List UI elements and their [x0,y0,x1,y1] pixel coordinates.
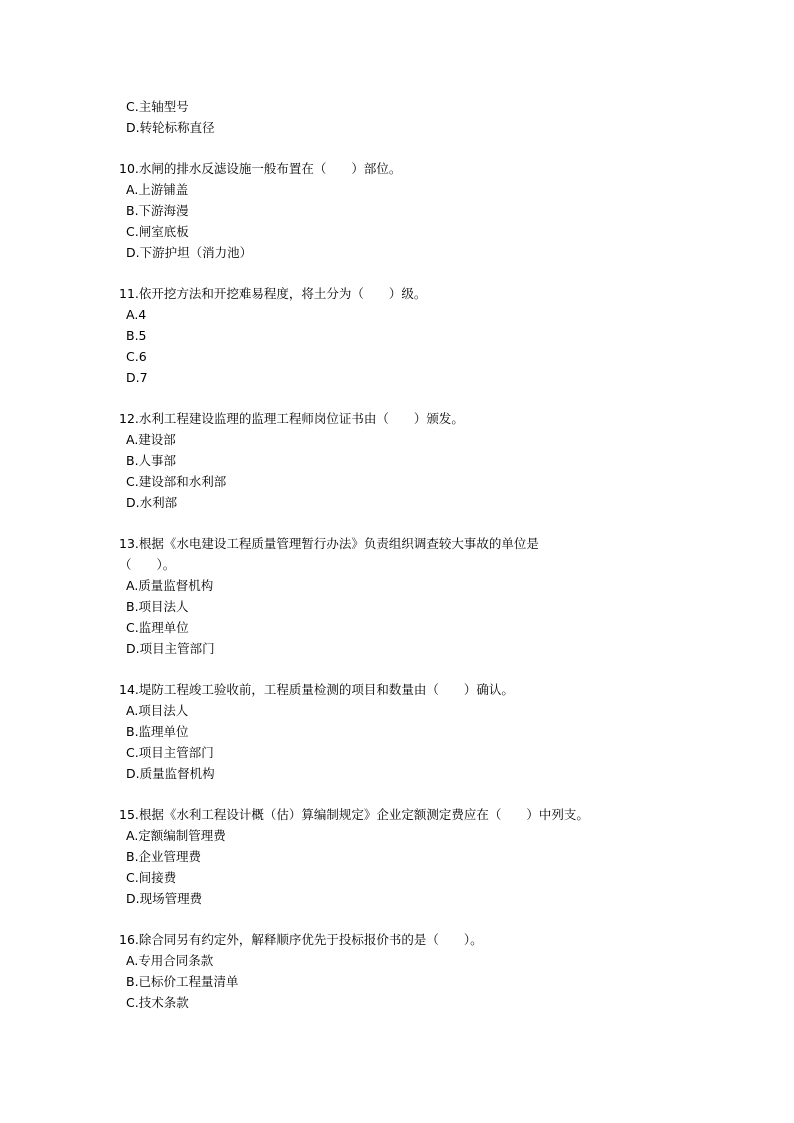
question-14-option-a: A.项目法人 [126,703,189,718]
question-13-option-b: B.项目法人 [126,599,189,614]
question-10-option-b: B.下游海漫 [126,203,189,218]
question-13-stem: 13.根据《水电建设工程质量管理暂行办法》负责组织调查较大事故的单位是 [119,536,539,551]
question-10-option-c: C.闸室底板 [126,224,189,239]
question-12-stem: 12.水利工程建设监理的监理工程师岗位证书由（ ）颁发。 [119,411,464,426]
question-15-option-b: B.企业管理费 [126,849,202,864]
prev-option-c: C.主轴型号 [126,99,189,114]
question-14-option-b: B.监理单位 [126,724,189,739]
question-13-option-a: A.质量监督机构 [126,578,214,593]
question-14-option-c: C.项目主管部门 [126,745,214,760]
question-11-option-d: D.7 [126,370,148,385]
question-16-option-c: C.技术条款 [126,995,189,1010]
question-11-option-b: B.5 [126,328,147,343]
question-16-stem: 16.除合同另有约定外，解释顺序优先于投标报价书的是（ ）。 [119,932,483,947]
question-12-option-b: B.人事部 [126,453,177,468]
question-11-option-a: A.4 [126,307,147,322]
question-12-option-d: D.水利部 [126,495,178,510]
question-14-stem: 14.堤防工程竣工验收前，工程质量检测的项目和数量由（ ）确认。 [119,682,514,697]
question-14-option-d: D.质量监督机构 [126,766,215,781]
question-10-option-d: D.下游护坦（消力池） [126,245,253,260]
question-10-stem: 10.水闸的排水反滤设施一般布置在（ ）部位。 [119,161,402,176]
question-10-option-a: A.上游铺盖 [126,182,189,197]
question-16-option-b: B.已标价工程量清单 [126,974,239,989]
prev-option-d: D.转轮标称直径 [126,120,215,135]
question-12-option-a: A.建设部 [126,432,176,447]
question-16-option-a: A.专用合同条款 [126,953,214,968]
question-13-stem-continued: （ ）。 [119,557,176,572]
question-11-stem: 11.依开挖方法和开挖难易程度，将土分为（ ）级。 [119,286,427,301]
question-11-option-c: C.6 [126,349,147,364]
question-13-option-c: C.监理单位 [126,620,189,635]
question-15-option-a: A.定额编制管理费 [126,828,226,843]
question-15-option-d: D.现场管理费 [126,891,203,906]
question-15-stem: 15.根据《水利工程设计概（估）算编制规定》企业定额测定费应在（ ）中列支。 [119,807,589,822]
question-13-option-d: D.项目主管部门 [126,641,215,656]
question-12-option-c: C.建设部和水利部 [126,474,227,489]
question-15-option-c: C.间接费 [126,870,177,885]
